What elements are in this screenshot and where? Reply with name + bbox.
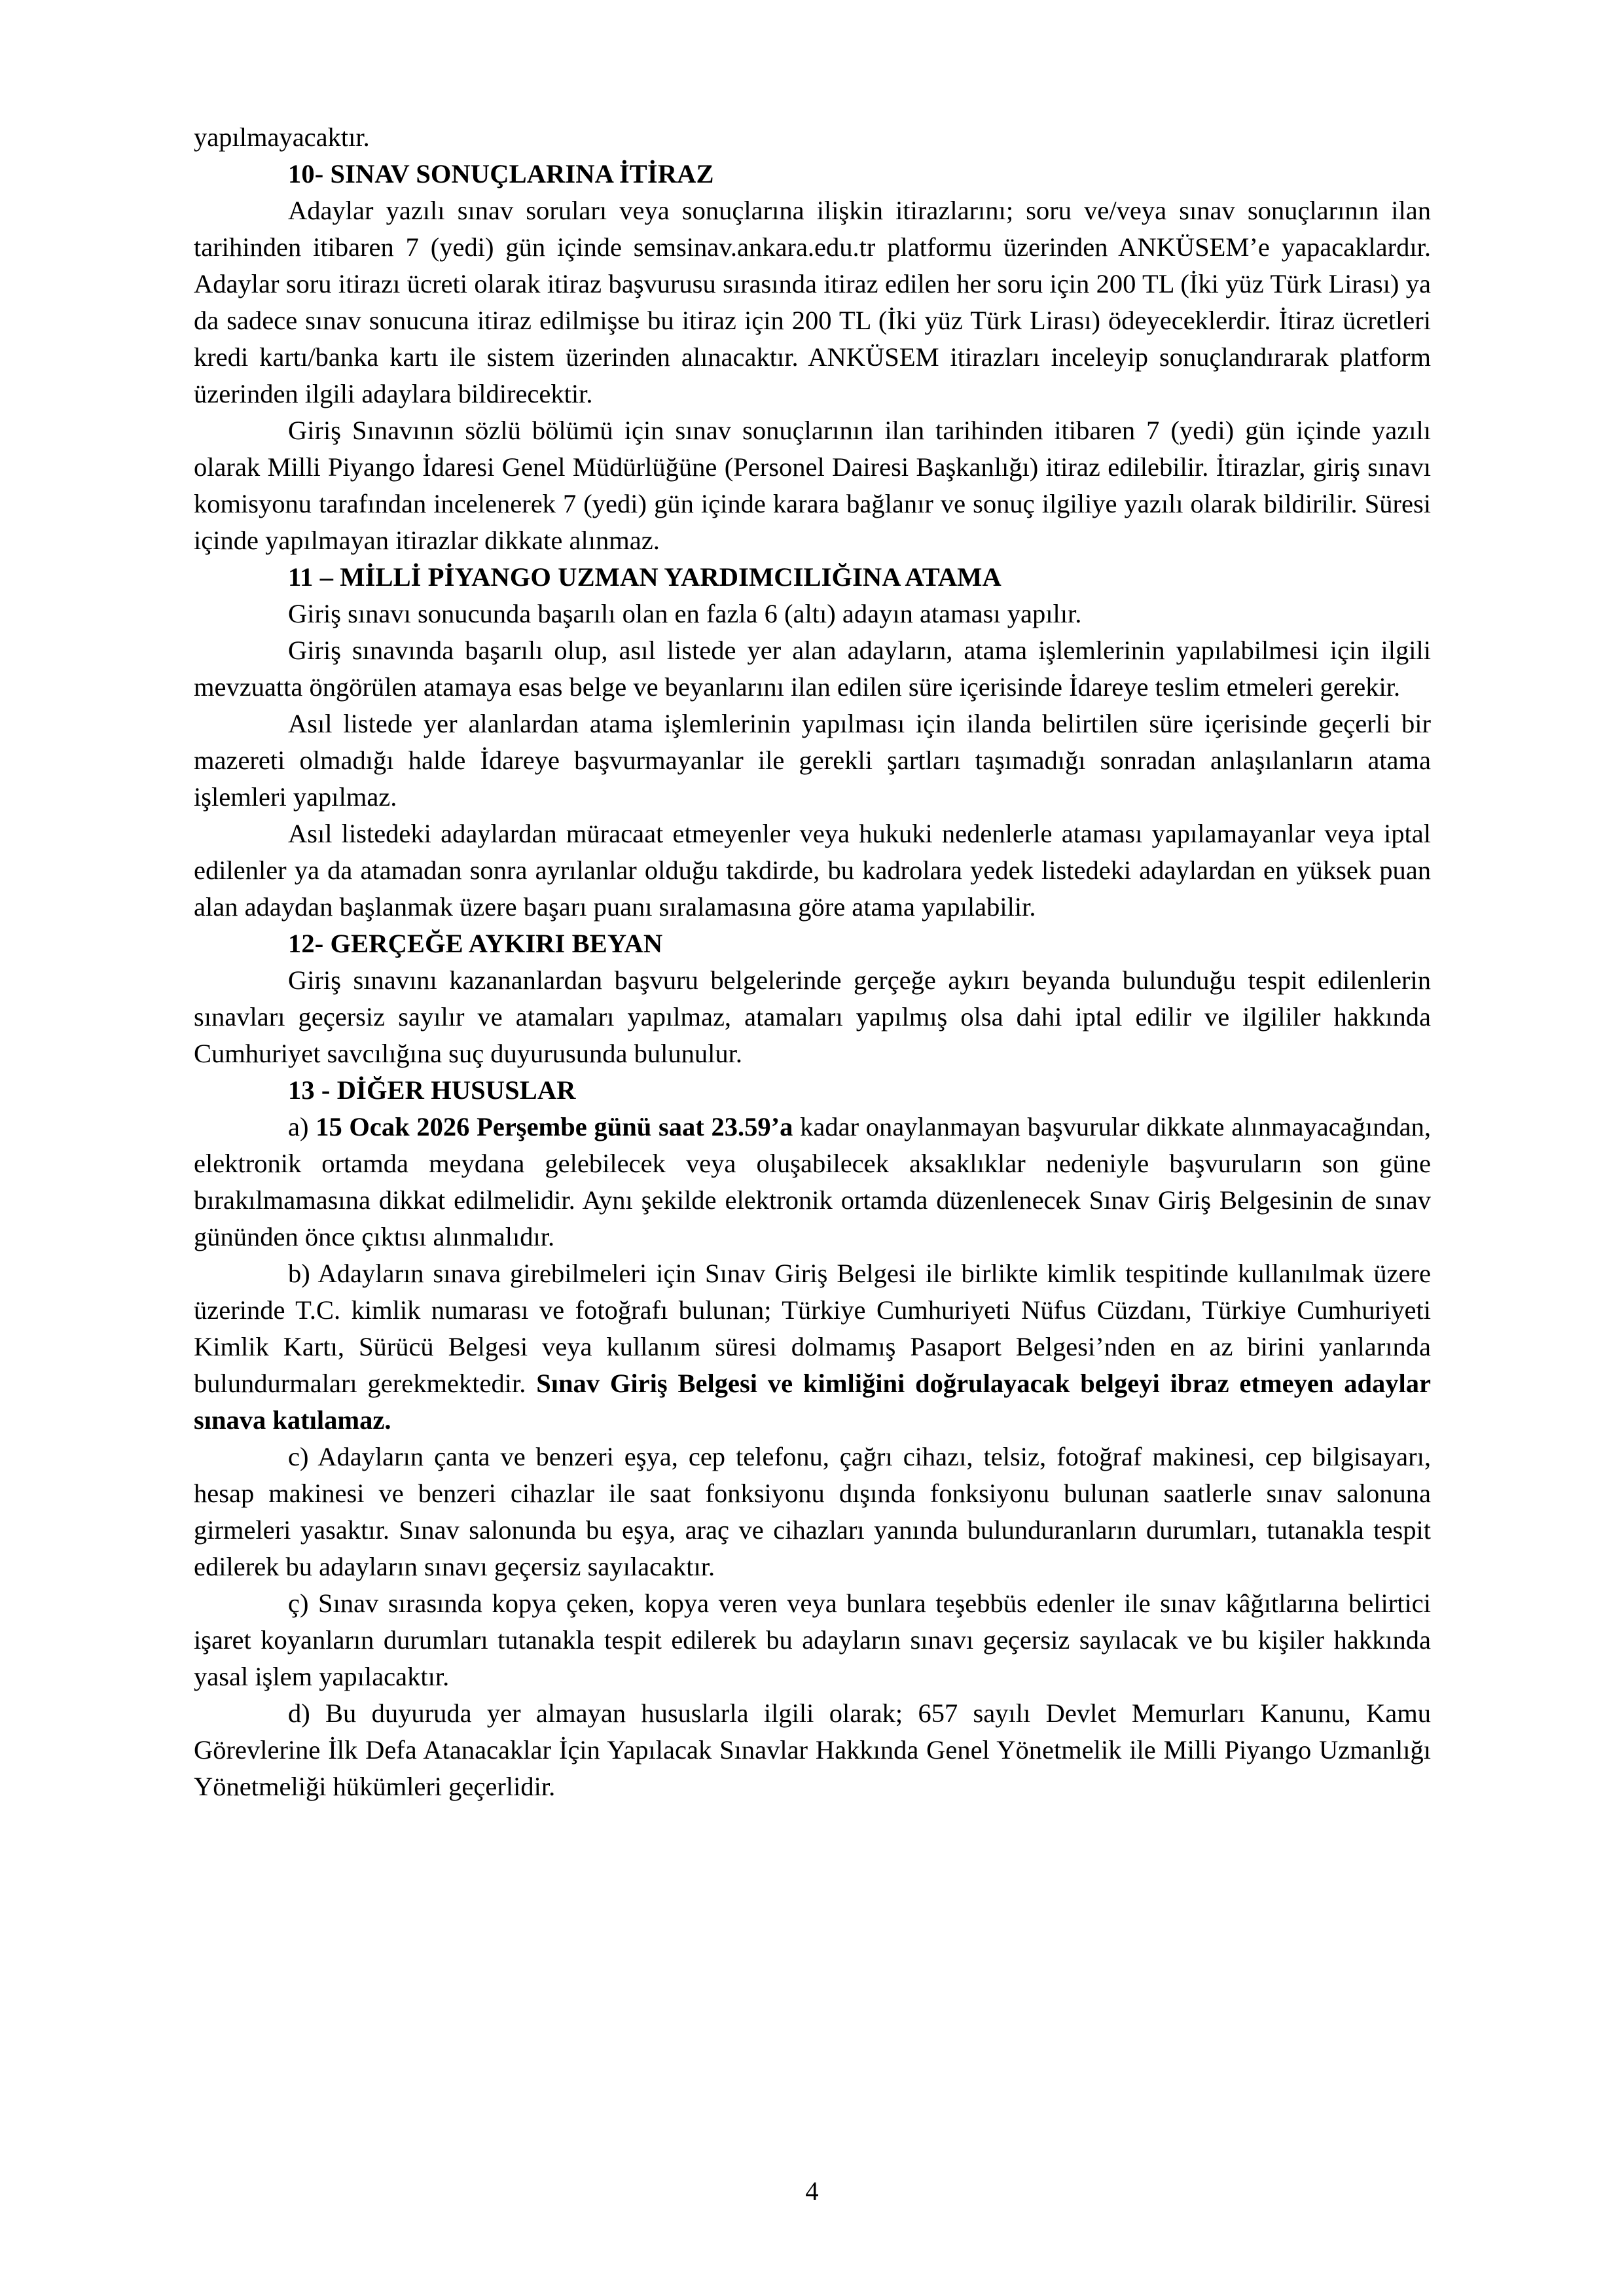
- paragraph-continuation: [194, 119, 1431, 156]
- paragraph-13-a: [194, 1109, 1431, 1255]
- text-run: Giriş sınavında başarılı olup, asıl listede yer alan adayların, atama işlemlerinin yapılabilmesi için ilgili mevzuatta öngörülen atamaya esas belge ve beyanlarını ilan edilen süre içerisinde İdareye teslim etmeleri gerekir.: [194, 636, 1431, 702]
- text-run-bold: 10- SINAV SONUÇLARINA İTİRAZ: [288, 159, 714, 188]
- paragraph-11-2: [194, 632, 1431, 706]
- paragraph-10-1: [194, 192, 1431, 412]
- heading-10-sinav-sonuclarina-itiraz: [194, 156, 1431, 192]
- text-run-bold: 13 - DİĞER HUSUSLAR: [288, 1075, 576, 1105]
- document-body: [194, 119, 1431, 1805]
- text-run: kadar onaylanmayan başvurular dikkate alınmayacağından, elektronik ortamda meydana gelebilecek veya oluşabilecek aksaklıklar nedeniyle başvuruların son güne bırakılmamasına dikkat edilmelidir. Aynı şekilde elektronik ortamda düzenlenecek Sınav Giriş Belgesinin de sınav gününden önce çıktısı alınmalıdır.: [194, 1112, 1431, 1251]
- text-run: a): [288, 1112, 316, 1141]
- text-run: Giriş sınavı sonucunda başarılı olan en fazla 6 (altı) adayın ataması yapılır.: [288, 599, 1082, 628]
- page-number: 4: [805, 2176, 819, 2206]
- paragraph-13-c-cedilla: [194, 1585, 1431, 1695]
- text-run: c) Adayların çanta ve benzeri eşya, cep telefonu, çağrı cihazı, telsiz, fotoğraf makinesi, cep bilgisayarı, hesap makinesi ve benzeri cihazlar ile saat fonksiyonu dışında fonksiyonu bulunan saatlerle sınav salonuna girmeleri yasaktır. Sınav salonunda bu eşya, araç ve cihazları yanında bulunduranların durumları, tutanakla tespit edilerek bu adayların sınavı geçersiz sayılacaktır.: [194, 1442, 1431, 1581]
- text-run: yapılmayacaktır.: [194, 122, 370, 152]
- paragraph-12-1: [194, 962, 1431, 1072]
- text-run-bold: 15 Ocak 2026 Perşembe günü saat 23.59’a: [316, 1112, 793, 1141]
- paragraph-11-1: [194, 596, 1431, 632]
- text-run-bold: 12- GERÇEĞE AYKIRI BEYAN: [288, 929, 663, 958]
- paragraph-13-c: [194, 1439, 1431, 1585]
- paragraph-11-4: [194, 816, 1431, 925]
- heading-11-milli-piyango-uzman-yardimciligina-atama: [194, 559, 1431, 596]
- heading-13-diger-hususlar: [194, 1072, 1431, 1109]
- text-run: b) Adayların sınava girebilmeleri için Sınav Giriş Belgesi ile birlikte kimlik tespitinde kullanılmak üzere üzerinde T.C. kimlik numarası ve fotoğrafı bulunan; Türkiye Cumhuriyeti Nüfus Cüzdanı, Türkiye Cumhuriyeti Kimlik Kartı, Sürücü Belgesi veya kullanım süresi dolmamış Pasaport Belgesi’nden en az birini yanlarında bulundurmaları gerekmektedir.: [194, 1259, 1431, 1398]
- paragraph-10-2: [194, 412, 1431, 559]
- text-run: ç) Sınav sırasında kopya çeken, kopya veren veya bunlara teşebbüs edenler ile sınav kâğıtlarına belirtici işaret koyanların durumları tutanakla tespit edilerek bu adayların sınavı geçersiz sayılacak ve bu kişiler hakkında yasal işlem yapılacaktır.: [194, 1588, 1431, 1691]
- paragraph-11-3: [194, 706, 1431, 816]
- text-run-bold: Sınav Giriş Belgesi ve kimliğini doğrulayacak belgeyi ibraz etmeyen adaylar sınava katılamaz.: [194, 1369, 1431, 1435]
- text-run: Adaylar yazılı sınav soruları veya sonuçlarına ilişkin itirazlarını; soru ve/veya sınav sonuçlarının ilan tarihinden itibaren 7 (yedi) gün içinde semsinav.ankara.edu.tr platformu üzerinden ANKÜSEM’e yapacaklardır. Adaylar soru itirazı ücreti olarak itiraz başvurusu sırasında itiraz edilen her soru için 200 TL (İki yüz Türk Lirası) ya da sadece sınav sonucuna itiraz edilmişse bu itiraz için 200 TL (İki yüz Türk Lirası) ödeyeceklerdir. İtiraz ücretleri kredi kartı/banka kartı ile sistem üzerinden alınacaktır. ANKÜSEM itirazları inceleyip sonuçlandırarak platform üzerinden ilgili adaylara bildirecektir.: [194, 196, 1431, 408]
- paragraph-13-d: [194, 1695, 1431, 1805]
- text-run: Asıl listedeki adaylardan müracaat etmeyenler veya hukuki nedenlerle ataması yapılamayanlar veya iptal edilenler ya da atamadan sonra ayrılanlar olduğu takdirde, bu kadrolara yedek listedeki adaylardan en yüksek puan alan adaydan başlanmak üzere başarı puanı sıralamasına göre atama yapılabilir.: [194, 819, 1431, 922]
- text-run: Asıl listede yer alanlardan atama işlemlerinin yapılması için ilanda belirtilen süre içerisinde geçerli bir mazereti olmadığı halde İdareye başvurmayanlar ile gerekli şartları taşımadığı sonradan anlaşılanların atama işlemleri yapılmaz.: [194, 709, 1431, 812]
- heading-12-gercege-aykiri-beyan: [194, 925, 1431, 962]
- text-run-bold: 11 – MİLLİ PİYANGO UZMAN YARDIMCILIĞINA ATAMA: [288, 562, 1001, 592]
- text-run: d) Bu duyuruda yer almayan hususlarla ilgili olarak; 657 sayılı Devlet Memurları Kanunu, Kamu Görevlerine İlk Defa Atanacaklar İçin Yapılacak Sınavlar Hakkında Genel Yönetmelik ile Milli Piyango Uzmanlığı Yönetmeliği hükümleri geçerlidir.: [194, 1698, 1431, 1801]
- paragraph-13-b: [194, 1255, 1431, 1439]
- text-run: Giriş Sınavının sözlü bölümü için sınav sonuçlarının ilan tarihinden itibaren 7 (yedi) gün içinde yazılı olarak Milli Piyango İdaresi Genel Müdürlüğüne (Personel Dairesi Başkanlığı) itiraz edilebilir. İtirazlar, giriş sınavı komisyonu tarafından incelenerek 7 (yedi) gün içinde karara bağlanır ve sonuç ilgiliye yazılı olarak bildirilir. Süresi içinde yapılmayan itirazlar dikkate alınmaz.: [194, 416, 1431, 555]
- text-run: Giriş sınavını kazananlardan başvuru belgelerinde gerçeğe aykırı beyanda bulunduğu tespit edilenlerin sınavları geçersiz sayılır ve atamaları yapılmaz, atamaları yapılmış olsa dahi iptal edilir ve ilgililer hakkında Cumhuriyet savcılığına suç duyurusunda bulunulur.: [194, 965, 1431, 1068]
